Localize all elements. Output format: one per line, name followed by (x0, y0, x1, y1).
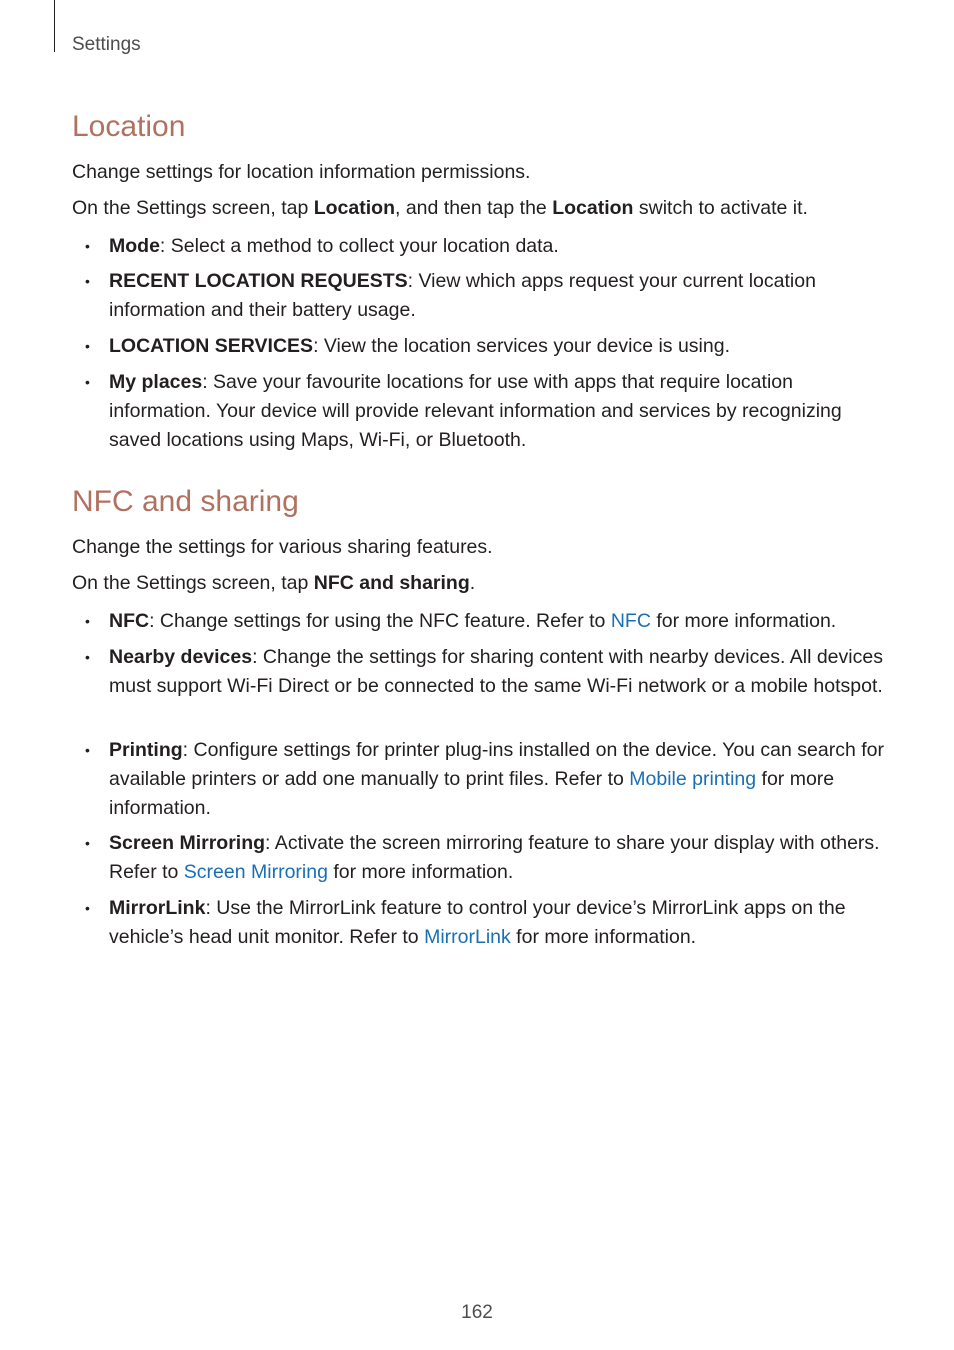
screen-mirroring-link[interactable]: Screen Mirroring (183, 861, 328, 883)
nfc-instruction: On the Settings screen, tap NFC and sharing. (72, 572, 476, 594)
location-instruction: On the Settings screen, tap Location, and then tap the Location switch to activate it. (72, 197, 808, 219)
nfc-title: NFC and sharing (72, 485, 299, 518)
mobile-printing-link[interactable]: Mobile printing (629, 768, 757, 790)
list-item-nearby-devices: • Nearby devices: Change the settings for sharing content with nearby devices. All devices must support Wi-Fi Direct or be connected to the same Wi-Fi network or a mobile hotspot. (109, 643, 889, 701)
page-number: 162 (461, 1302, 493, 1323)
list-item-printing: • Printing: Configure settings for printer plug-ins installed on the device. You can search for available printers or add one manually to print files. Refer to Mobile printing for more information. (109, 736, 889, 823)
list-item-location-services: • LOCATION SERVICES: View the location services your device is using. (109, 332, 889, 361)
list-item-mode: • Mode: Select a method to collect your location data. (109, 232, 889, 261)
list-item-mirrorlink: • MirrorLink: Use the MirrorLink feature to control your device’s MirrorLink apps on the vehicle’s head unit monitor. Refer to MirrorLink for more information. (109, 894, 889, 952)
margin-rule (54, 0, 55, 52)
list-item-nfc: • NFC: Change settings for using the NFC feature. Refer to NFC for more information. (109, 607, 889, 636)
nfc-intro: Change the settings for various sharing features. (72, 536, 493, 558)
running-head: Settings (72, 34, 141, 55)
list-item-screen-mirroring: • Screen Mirroring: Activate the screen mirroring feature to share your display with others. Refer to Screen Mirroring for more information. (109, 829, 889, 887)
list-item-my-places: • My places: Save your favourite locations for use with apps that require location information. Your device will provide relevant information and services by recognizing saved locations using Maps, Wi-Fi, or Bluetooth. (109, 368, 889, 455)
mirrorlink-link[interactable]: MirrorLink (424, 926, 511, 948)
location-intro: Change settings for location information permissions. (72, 161, 531, 183)
location-title: Location (72, 110, 186, 143)
list-item-recent-location-requests: • RECENT LOCATION REQUESTS: View which apps request your current location information and their battery usage. (109, 267, 889, 325)
nfc-link[interactable]: NFC (610, 610, 651, 632)
